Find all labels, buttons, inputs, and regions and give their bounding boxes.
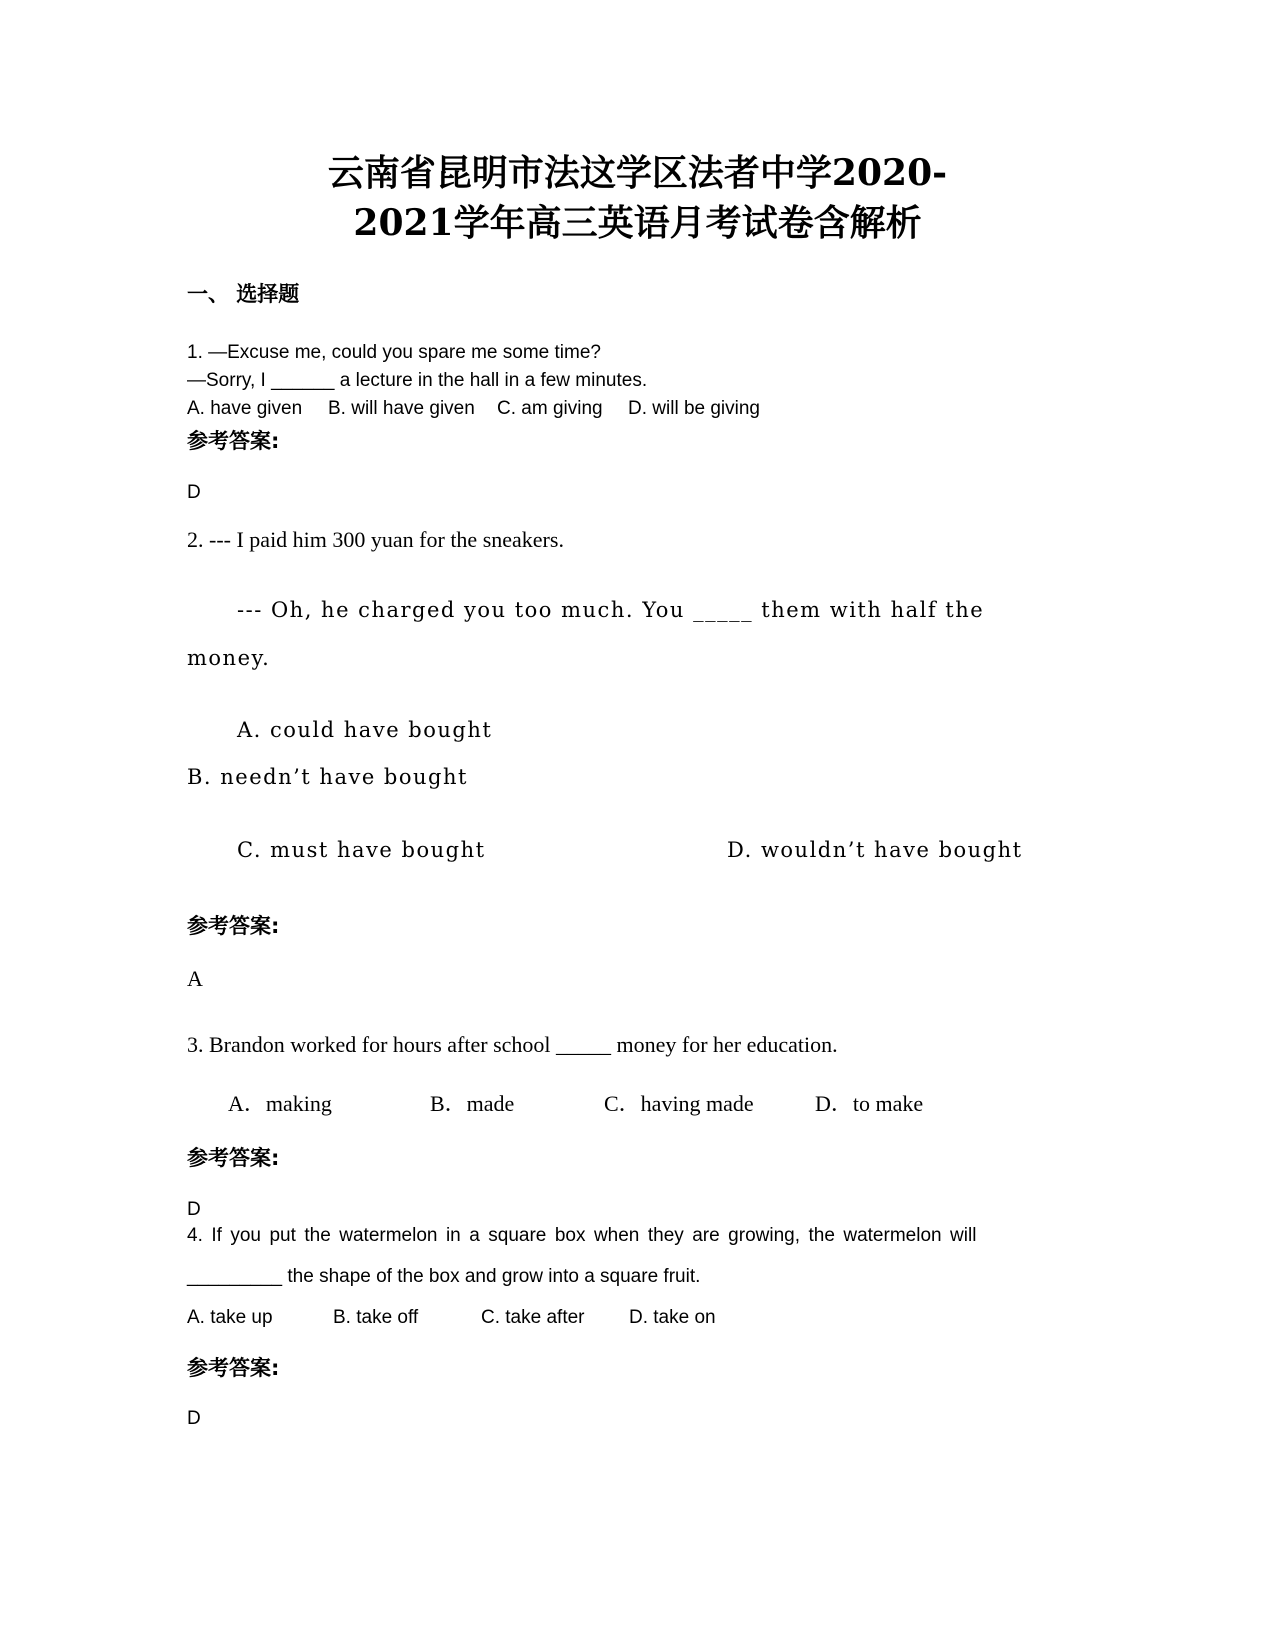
question-1-option-d: D. will be giving (628, 398, 760, 419)
question-4-stem-line-2: _________ the shape of the box and grow into a square fruit. (187, 1266, 701, 1287)
question-2-option-c: C. must have bought (237, 838, 486, 862)
question-3-answer-label: 参考答案: (187, 1146, 280, 1170)
question-2-option-b: B. needn’t have bought (187, 765, 468, 789)
question-1-option-c: C. am giving (497, 398, 603, 419)
question-3-option-d: D．to make (815, 1091, 924, 1116)
question-2-stem-line-3: money. (187, 646, 271, 670)
question-1-option-a: A. have given (187, 398, 303, 419)
question-4-option-c: C. take after (481, 1307, 585, 1328)
question-1-stem-line-2: —Sorry, I ______ a lecture in the hall in a few minutes. (187, 370, 648, 391)
question-3-answer: D (187, 1199, 201, 1220)
question-2-answer-label: 参考答案: (187, 914, 280, 938)
question-4-option-a: A. take up (187, 1307, 273, 1328)
question-2-option-a: A. could have bought (237, 718, 493, 742)
question-1-option-b: B. will have given (328, 398, 475, 419)
question-4-answer: D (187, 1408, 201, 1429)
question-4-answer-label: 参考答案: (187, 1356, 280, 1380)
question-4-option-b: B. take off (333, 1307, 419, 1328)
question-3-option-c: C．having made (604, 1091, 754, 1116)
question-3-stem: 3. Brandon worked for hours after school _____ money for her education. (187, 1032, 838, 1057)
question-4-stem-line-1: 4. If you put the watermelon in a square box when they are growing, the watermelon will (187, 1225, 977, 1246)
document-title-line-1: 云南省昆明市法这学区法者中学2020- (327, 152, 948, 194)
section-heading: 一、 选择题 (187, 282, 300, 306)
question-3-option-a: A．making (228, 1091, 332, 1116)
question-2-answer: A (187, 966, 203, 991)
question-1-answer: D (187, 482, 201, 503)
question-2-stem-line-2: --- Oh, he charged you too much. You _____ them with half the (237, 598, 985, 622)
question-2-option-d: D. wouldn’t have bought (727, 838, 1023, 862)
question-1-answer-label: 参考答案: (187, 429, 280, 453)
document-title-line-2: 2021学年高三英语月考试卷含解析 (353, 202, 922, 244)
question-3-option-b: B．made (430, 1091, 515, 1116)
question-4-option-d: D. take on (629, 1307, 716, 1328)
question-2-stem-line-1: 2. --- I paid him 300 yuan for the sneakers. (187, 527, 564, 552)
question-1-stem-line-1: 1. —Excuse me, could you spare me some time? (187, 342, 601, 363)
